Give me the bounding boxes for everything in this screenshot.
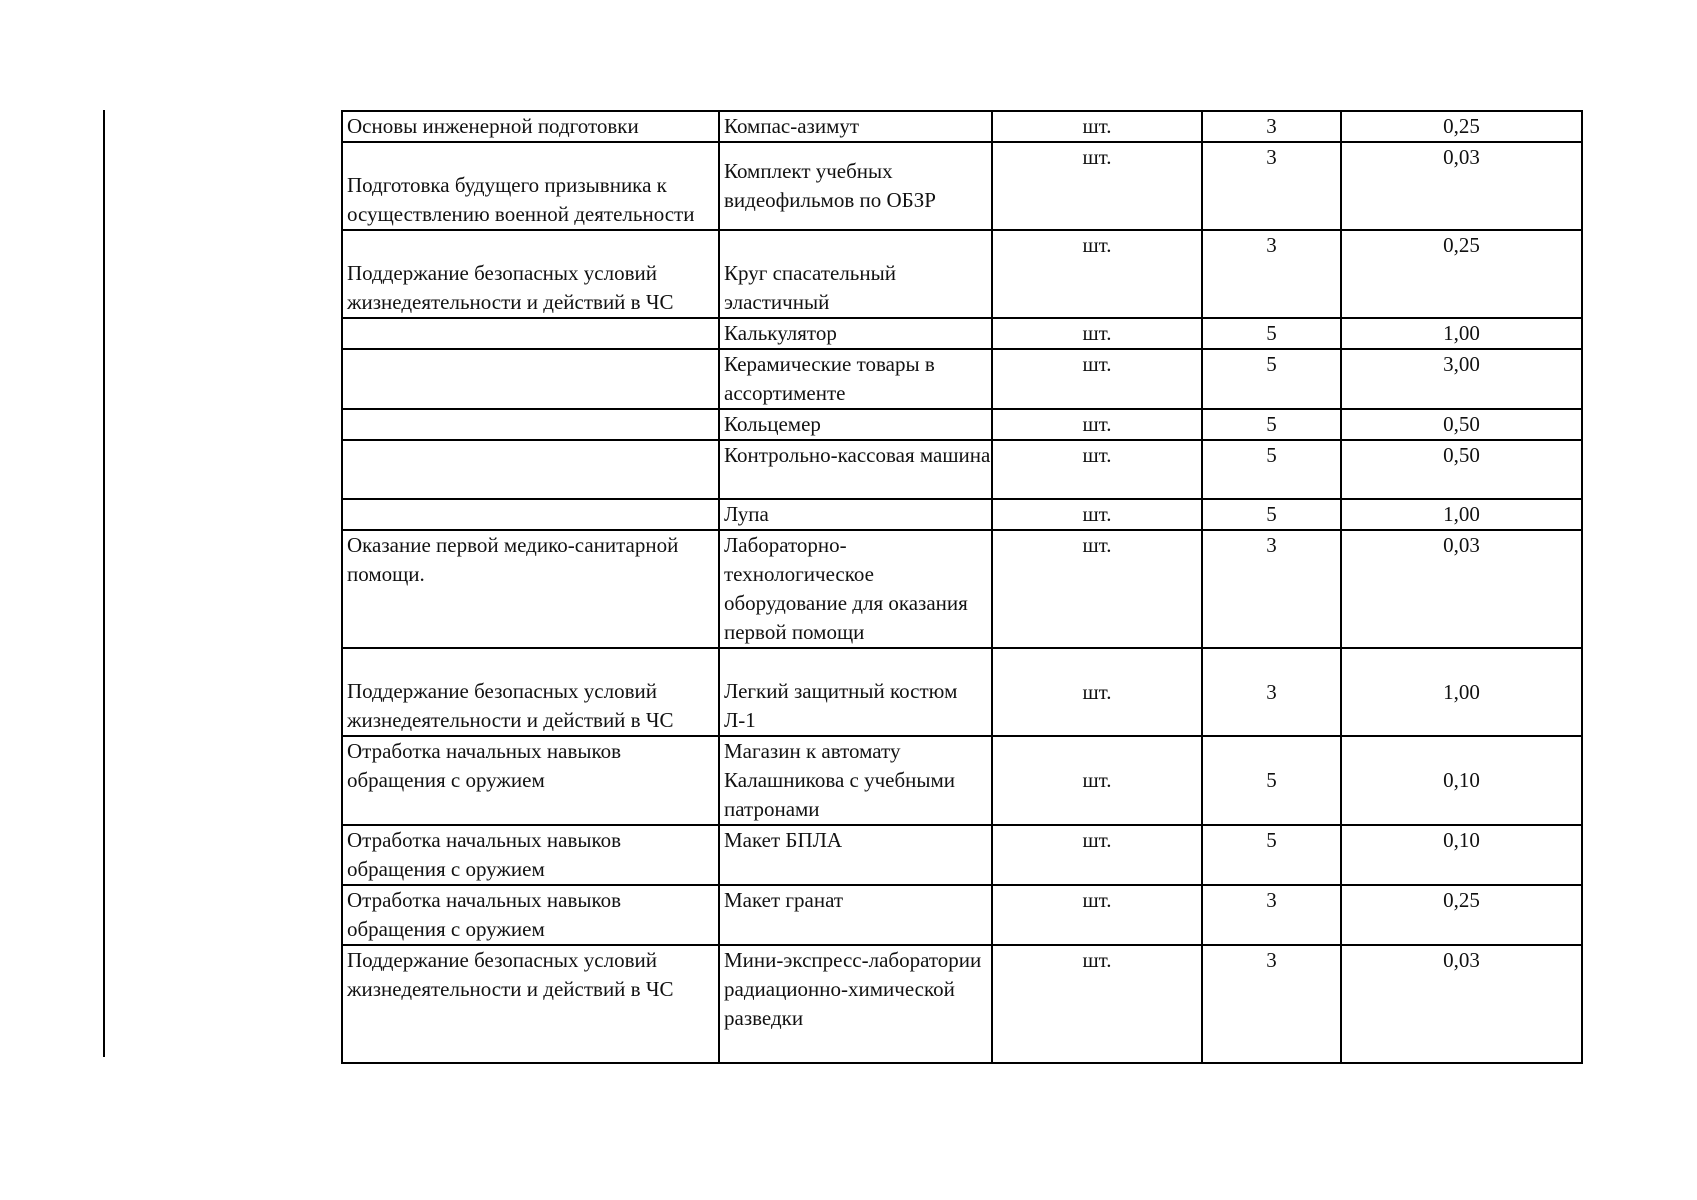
table-row (342, 945, 1582, 1063)
item-text: Магазин к автомату Калашникова с учебными патронами (724, 739, 956, 821)
value-cell: 3,00 (1341, 349, 1582, 409)
unit-cell: шт. (992, 409, 1202, 440)
quantity-cell: 3 (1202, 142, 1341, 230)
discipline-cell (342, 230, 719, 318)
table-row (342, 142, 1582, 230)
table-row (342, 736, 1582, 825)
discipline-cell: Отработка начальных навыков обращения с оружием (342, 736, 719, 825)
unit-cell: шт. (992, 530, 1202, 648)
unit-cell: шт. (992, 825, 1202, 885)
quantity-cell: 3 (1202, 230, 1341, 318)
discipline-cell (342, 440, 719, 499)
value-cell: 0,25 (1341, 885, 1582, 945)
discipline-cell (342, 499, 719, 530)
item-cell: Компас-азимут (719, 111, 992, 142)
discipline-text: Поддержание безопасных условий жизнедеятельности и действий в ЧС (347, 679, 674, 732)
value-cell: 0,03 (1341, 142, 1582, 230)
quantity-cell: 3 (1202, 530, 1341, 648)
discipline-cell: Поддержание безопасных условий жизнедеятельности и действий в ЧС (342, 945, 719, 1063)
item-cell: Лупа (719, 499, 992, 530)
discipline-cell: Отработка начальных навыков обращения с оружием (342, 885, 719, 945)
table-row (342, 318, 1582, 349)
unit-cell: шт. (992, 349, 1202, 409)
item-text: Круг спасательный эластичный (724, 261, 896, 314)
unit-cell: шт. (992, 440, 1202, 499)
discipline-text: Подготовка будущего призывника к осуществлению военной деятельности (347, 173, 695, 226)
value-cell: 0,50 (1341, 440, 1582, 499)
value-cell: 0,10 (1341, 825, 1582, 885)
unit-cell: шт. (992, 648, 1202, 736)
item-cell: Макет БПЛА (719, 825, 992, 885)
table-row (342, 409, 1582, 440)
table-row (342, 825, 1582, 885)
discipline-text: Поддержание безопасных условий жизнедеятельности и действий в ЧС (347, 261, 674, 314)
value-cell: 0,25 (1341, 230, 1582, 318)
quantity-cell: 3 (1202, 111, 1341, 142)
value-cell: 1,00 (1341, 648, 1582, 736)
item-cell: Лабораторно-технологическое оборудование для оказания первой помощи (719, 530, 992, 648)
item-cell: Керамические товары в ассортименте (719, 349, 992, 409)
discipline-cell: Основы инженерной подготовки (342, 111, 719, 142)
quantity-cell: 3 (1202, 945, 1341, 1063)
unit-cell: шт. (992, 885, 1202, 945)
quantity-cell: 5 (1202, 409, 1341, 440)
discipline-cell (342, 349, 719, 409)
table-row (342, 499, 1582, 530)
value-cell: 0,03 (1341, 945, 1582, 1063)
discipline-cell (342, 142, 719, 230)
value-cell: 1,00 (1341, 318, 1582, 349)
item-text: Комплект учебных видеофильмов по ОБЗР (724, 159, 936, 212)
item-cell (719, 230, 992, 318)
table-row (342, 648, 1582, 736)
table-row (342, 111, 1582, 142)
quantity-cell: 5 (1202, 440, 1341, 499)
quantity-cell: 5 (1202, 825, 1341, 885)
discipline-cell: Оказание первой медико-санитарной помощи. (342, 530, 719, 648)
left-margin-rule (103, 110, 105, 1057)
item-cell: Калькулятор (719, 318, 992, 349)
item-cell: Мини-экспресс-лаборатории радиационно-химической разведки (719, 945, 992, 1063)
quantity-cell: 3 (1202, 648, 1341, 736)
value-cell: 0,03 (1341, 530, 1582, 648)
unit-cell: шт. (992, 111, 1202, 142)
value-cell: 0,50 (1341, 409, 1582, 440)
table-row (342, 885, 1582, 945)
table-row (342, 349, 1582, 409)
discipline-cell (342, 318, 719, 349)
unit-cell: шт. (992, 230, 1202, 318)
table-row (342, 230, 1582, 318)
quantity-cell: 3 (1202, 885, 1341, 945)
value-cell: 1,00 (1341, 499, 1582, 530)
item-cell (719, 648, 992, 736)
discipline-cell (342, 409, 719, 440)
unit-cell: шт. (992, 945, 1202, 1063)
value-cell: 0,25 (1341, 111, 1582, 142)
equipment-table (341, 110, 1583, 1064)
value-cell: 0,10 (1341, 736, 1582, 825)
unit-cell: шт. (992, 318, 1202, 349)
item-cell: Кольцемер (719, 409, 992, 440)
item-cell (719, 142, 992, 230)
item-cell: Макет гранат (719, 885, 992, 945)
quantity-cell: 5 (1202, 736, 1341, 825)
discipline-cell: Отработка начальных навыков обращения с оружием (342, 825, 719, 885)
unit-cell: шт. (992, 499, 1202, 530)
unit-cell: шт. (992, 142, 1202, 230)
quantity-cell: 5 (1202, 349, 1341, 409)
quantity-cell: 5 (1202, 318, 1341, 349)
item-text: Легкий защитный костюм Л-1 (724, 679, 958, 732)
discipline-cell (342, 648, 719, 736)
quantity-cell: 5 (1202, 499, 1341, 530)
table-row (342, 440, 1582, 499)
item-cell (719, 736, 992, 825)
table-row (342, 530, 1582, 648)
item-cell: Контрольно-кассовая машина (719, 440, 992, 499)
unit-cell: шт. (992, 736, 1202, 825)
